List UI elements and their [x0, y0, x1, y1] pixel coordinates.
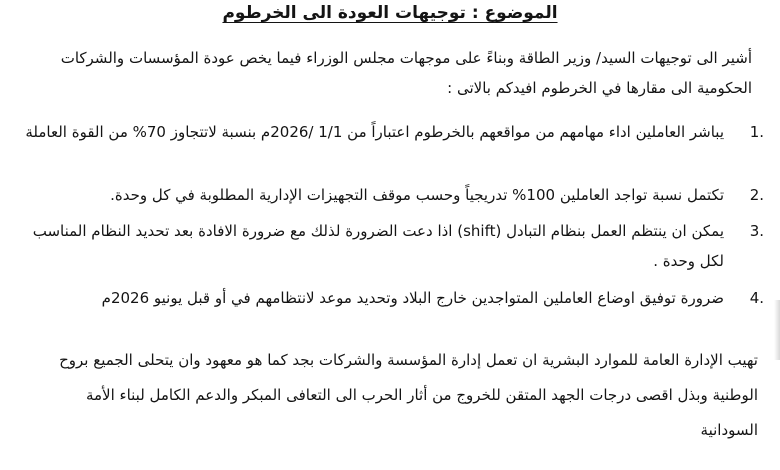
closing-paragraph: تهيب الإدارة العامة للموارد البشرية ان تعمل إدارة المؤسسة والشركات بجد كما هو معهود وان يتحلى الجميع بروح الوطنية وبذل اقصى درجات الجهد المتقن للخروج من أثار الحرب الى التعافى المبكر والدعم الكامل لبناء الأمة السودانية	[59, 351, 758, 439]
list-item-3	[16, 216, 764, 276]
subject-heading	[0, 3, 780, 23]
intro-paragraph: أشير الى توجيهات السيد/ وزير الطاقة وبناءً على موجهات مجلس الوزراء فيما يخص عودة المؤسسات والشركات الحكومية الى مقارها في الخرطوم افيدكم بالاتى :	[60, 49, 752, 97]
list-item-number: 1.	[749, 123, 764, 141]
list-item-number: 2.	[749, 186, 764, 204]
list-item-text: ضرورة توفيق اوضاع العاملين المتواجدين خارج البلاد وتحديد موعد لانتظامهم في أو قبل يونيو 2026م	[101, 289, 724, 307]
list-item-2	[16, 180, 764, 210]
list-item-text: يمكن ان ينتظم العمل بنظام التبادل (shift) اذا دعت الضرورة لذلك مع ضرورة الافادة بعد تحديد النظام المناسب لكل وحدة .	[32, 222, 724, 270]
list-item-number: 3.	[749, 222, 764, 240]
list-item-4	[16, 283, 764, 313]
list-item-text: تكتمل نسبة تواجد العاملين 100% تدريجياً وحسب موقف التجهيزات الإدارية المطلوبة في كل وحدة.	[110, 186, 724, 204]
list-item-text: يباشر العاملين اداء مهامهم من مواقعهم بالخرطوم اعتباراً من 1/1 /2026م بنسبة لاتتجاوز 70% من القوة العاملة	[25, 123, 724, 141]
page-edge-shadow	[774, 300, 780, 360]
list-item-1	[16, 117, 764, 147]
list-item-number: 4.	[749, 289, 764, 307]
subject-text: الموضوع : توجيهات العودة الى الخرطوم	[222, 3, 558, 23]
